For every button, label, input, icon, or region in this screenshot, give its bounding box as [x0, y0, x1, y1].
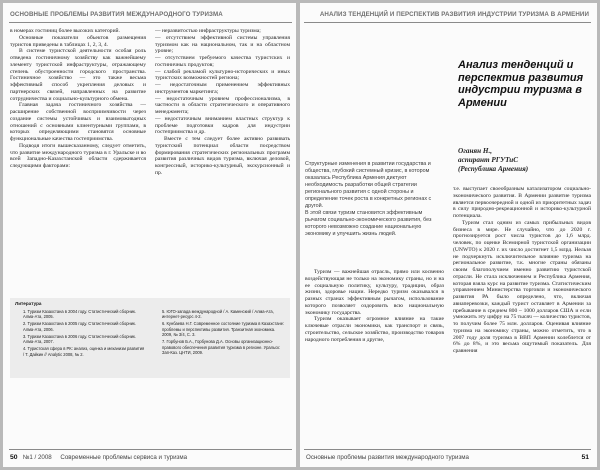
- paragraph: Подводя итоги вышесказанному, следует отметить, что развитие международного туризма в г. Уральске и во всей Западно-Казахстанской области сдерживается следующими факторами:: [10, 142, 146, 169]
- abstract-paragraph: В этой связи туризм становится эффективным рычагом социально-экономического развития, без которого невозможно создание национальную экономику и улучшить жизнь людей.: [305, 209, 432, 237]
- paragraph: Вместе с тем следует более активно развивать туристский потенциал области посредством формирования стратегических региональных программ развития различных видов туризма, включая деловой, конгрессный, историко-культурный, экскурсионный и пр.: [155, 136, 290, 176]
- article-title: Анализ тенденций и перспектив развития индустрии туризма в Армении: [458, 59, 584, 109]
- literature-list-left: [15, 309, 146, 359]
- paragraph: Туризм стал одним из самых прибыльных видов бизнеса в мире. Не случайно, что до 2020 г. прогнозируется рост числа туристов до 1,6 млрд. человек, по оценке Всемирной туристской организации (UNWTO) к 2020 г. их число достигнет 1,5 млрд. Нельзя не подчеркнуть исключительное влияние туризма на региональное развитие, т.к. многие страны обязаны своим благополучием именно развитию туристской отрасли. Не стала исключением и Республика Армения, которая взяла курс на развитие туризма. Статистическим управлением Министерства торговли и экономического развития РА было определено, что, включая авиаперевозки, каждый турист оставляет в Армении за пребывание в среднем 800 – 1000 долларов США и если умножить эту цифру на 75 тысяч — количество туристов, то получим более 75 млн. долларов. Оценивая влияние туризма на экономику страны, можно отметить, что в 2007 году доля туризма в ВВП Армении колеблется от 6% до 8%, и это весьма ощутимый показатель. Для сравнения: [453, 219, 591, 354]
- literature-item: 4. Туристская сфера в РК: анализ, оценка и механизм развития / Т. Дайкин // Analytic 2008, № 2.: [23, 346, 145, 357]
- literature-item: 5. ЮГО-запада международной / А. Каменский / Алма-Ата, интернет-ресурс 4-2.: [162, 308, 274, 319]
- paragraph: Главная задача гостиничного хозяйства — расширение собственной восприимчивости через создание системы устойчивых и взаимовыгодных отношений с основными клиентурными группами, в которых определяющими становятся основные функциональные качества гостеприимства.: [10, 102, 146, 142]
- right-page: [300, 3, 597, 467]
- literature-box: [10, 298, 290, 378]
- list-item: — недостаточным применением эффективных инструментов маркетинга;: [155, 82, 290, 95]
- list-item: — недостаточным вниманием властных структур к проблеме подготовки кадров для индустрии гостеприимства и др.: [155, 115, 290, 136]
- literature-list-right: [154, 309, 285, 359]
- left-footer-rule: [9, 449, 292, 450]
- article-abstract: [305, 161, 443, 237]
- left-column-1: [10, 28, 146, 290]
- right-footer-page: [581, 454, 589, 461]
- list-item: — слабой рекламой культурно-исторических и иных туристских возможностей региона;: [155, 68, 290, 82]
- paragraph: В системе туристской деятельности особая роль отведена гостиничному хозяйству как важнейшему элементу туристской инфраструктуры, отражающему степень обустроенности городского пространства. Гостиничное хозяйство — это также весьма эффективный способ укрепления деловых и партнерских связей, направленных на развитие сотрудничества и социально-культурного обмена.: [10, 48, 146, 102]
- paragraph: Туризм оказывает огромное влияние на такие ключевые отрасли экономики, как транспорт и связь, строительство, сельское хозяйство, производство товаров народного потребления и другие,: [305, 316, 444, 343]
- journal-name: Современные проблемы сервиса и туризма: [60, 454, 188, 461]
- left-page: [3, 3, 296, 467]
- literature-title: Литература: [15, 301, 42, 306]
- list-item: — отсутствием эффективной системы управления туризмом как на национальном, так и на областном уровне;: [155, 34, 290, 55]
- literature-item: 3. Туризм Казахстана в 2006 году. Статистический сборник. Алма-Ата, 2007.: [23, 333, 136, 344]
- right-column-2: [453, 186, 591, 445]
- paragraph: Туризм — важнейшая отрасль, прямо или косвенно воздействующая не только на экономику страны, но и на ее социальную политику, культуру, традиции, образ жизни, здоровье нации. Нередко туризм оказывался в разных странах эффективным рычагом, использование которого позволяет оздоровить всю национальную экономику государства.: [305, 269, 444, 316]
- list-item: — отсутствием требуемого качества туристских и гостиничных продуктов;: [155, 55, 290, 68]
- author-block: [458, 147, 588, 174]
- literature-item: 2. Туризм Казахстана в 2005 году. Статистический сборник. Алма-Ата, 2006.: [23, 321, 136, 332]
- page-number: 50: [10, 454, 18, 461]
- author-country: (Республика Армения): [458, 165, 529, 173]
- paragraph: т.е. выступает своеобразным катализатором социально-экономического развития. В Армении развитие туризма является первоочередной и одной из приоритетных задач в силу природно-рекреационной и историко-культурной потенциала.: [453, 186, 591, 219]
- abstract-paragraph: Структурные изменения в развитии государства и общества, глубокий системный кризис, в котором оказалась Республика Армения диктуют необходимость разработки общей стратегии регионального развития с одной стороны и определение точек роста в конкретных регионах с другой.: [305, 161, 432, 209]
- issue-number: №1 / 2008: [22, 454, 52, 461]
- author-role: аспирант РГУТиС: [458, 156, 519, 164]
- list-item: — неразвитостью инфраструктуры туризма;: [155, 28, 261, 34]
- left-running-header: ОСНОВНЫЕ ПРОБЛЕМЫ РАЗВИТИЯ МЕЖДУНАРОДНОГО ТУРИЗМА: [10, 11, 223, 18]
- left-header-rule: [9, 22, 292, 23]
- author-name: Оганян Н.,: [458, 147, 493, 155]
- right-running-header: АНАЛИЗ ТЕНДЕНЦИЙ И ПЕРСПЕКТИВ РАЗВИТИЯ ИНДУСТРИИ ТУРИЗМА В АРМЕНИИ: [319, 11, 589, 18]
- literature-item: 7. Горбунов Б.А., Горбунова Д.А. Основы организационно-правового обеспечения развития туризма в регионе. Уральск: Зап-Каз. ЦНТИ, 2009.: [162, 339, 281, 355]
- right-column-1: [305, 269, 444, 445]
- paragraph: в номерах гостиниц более высоких категорий.: [10, 28, 120, 34]
- paragraph: Основные показатели объектов размещения туристов приведены в таблицах 1, 2, 3, 4.: [10, 34, 146, 48]
- right-footer-journal: Основные проблемы развития международного туризма: [306, 454, 469, 461]
- literature-item: 6. Кунбаева Н.Г. Современное состояние туризма в Казахстане: проблемы и перспективы развития. Транзитная экономика. 2009, № 3/4, С. 3.: [162, 321, 285, 337]
- left-column-2: [155, 28, 290, 290]
- right-footer-rule: [304, 449, 591, 450]
- list-item: — недостаточным уровнем профессионализма, в частности в области стратегического и оперативного менеджмента;: [155, 95, 290, 115]
- right-header-rule: [304, 22, 591, 23]
- left-footer: [10, 454, 187, 461]
- literature-item: 1. Туризм Казахстана в 2004 году. Статистический сборник. Алма-Ата, 2005.: [23, 308, 136, 319]
- page-number: 51: [581, 454, 589, 461]
